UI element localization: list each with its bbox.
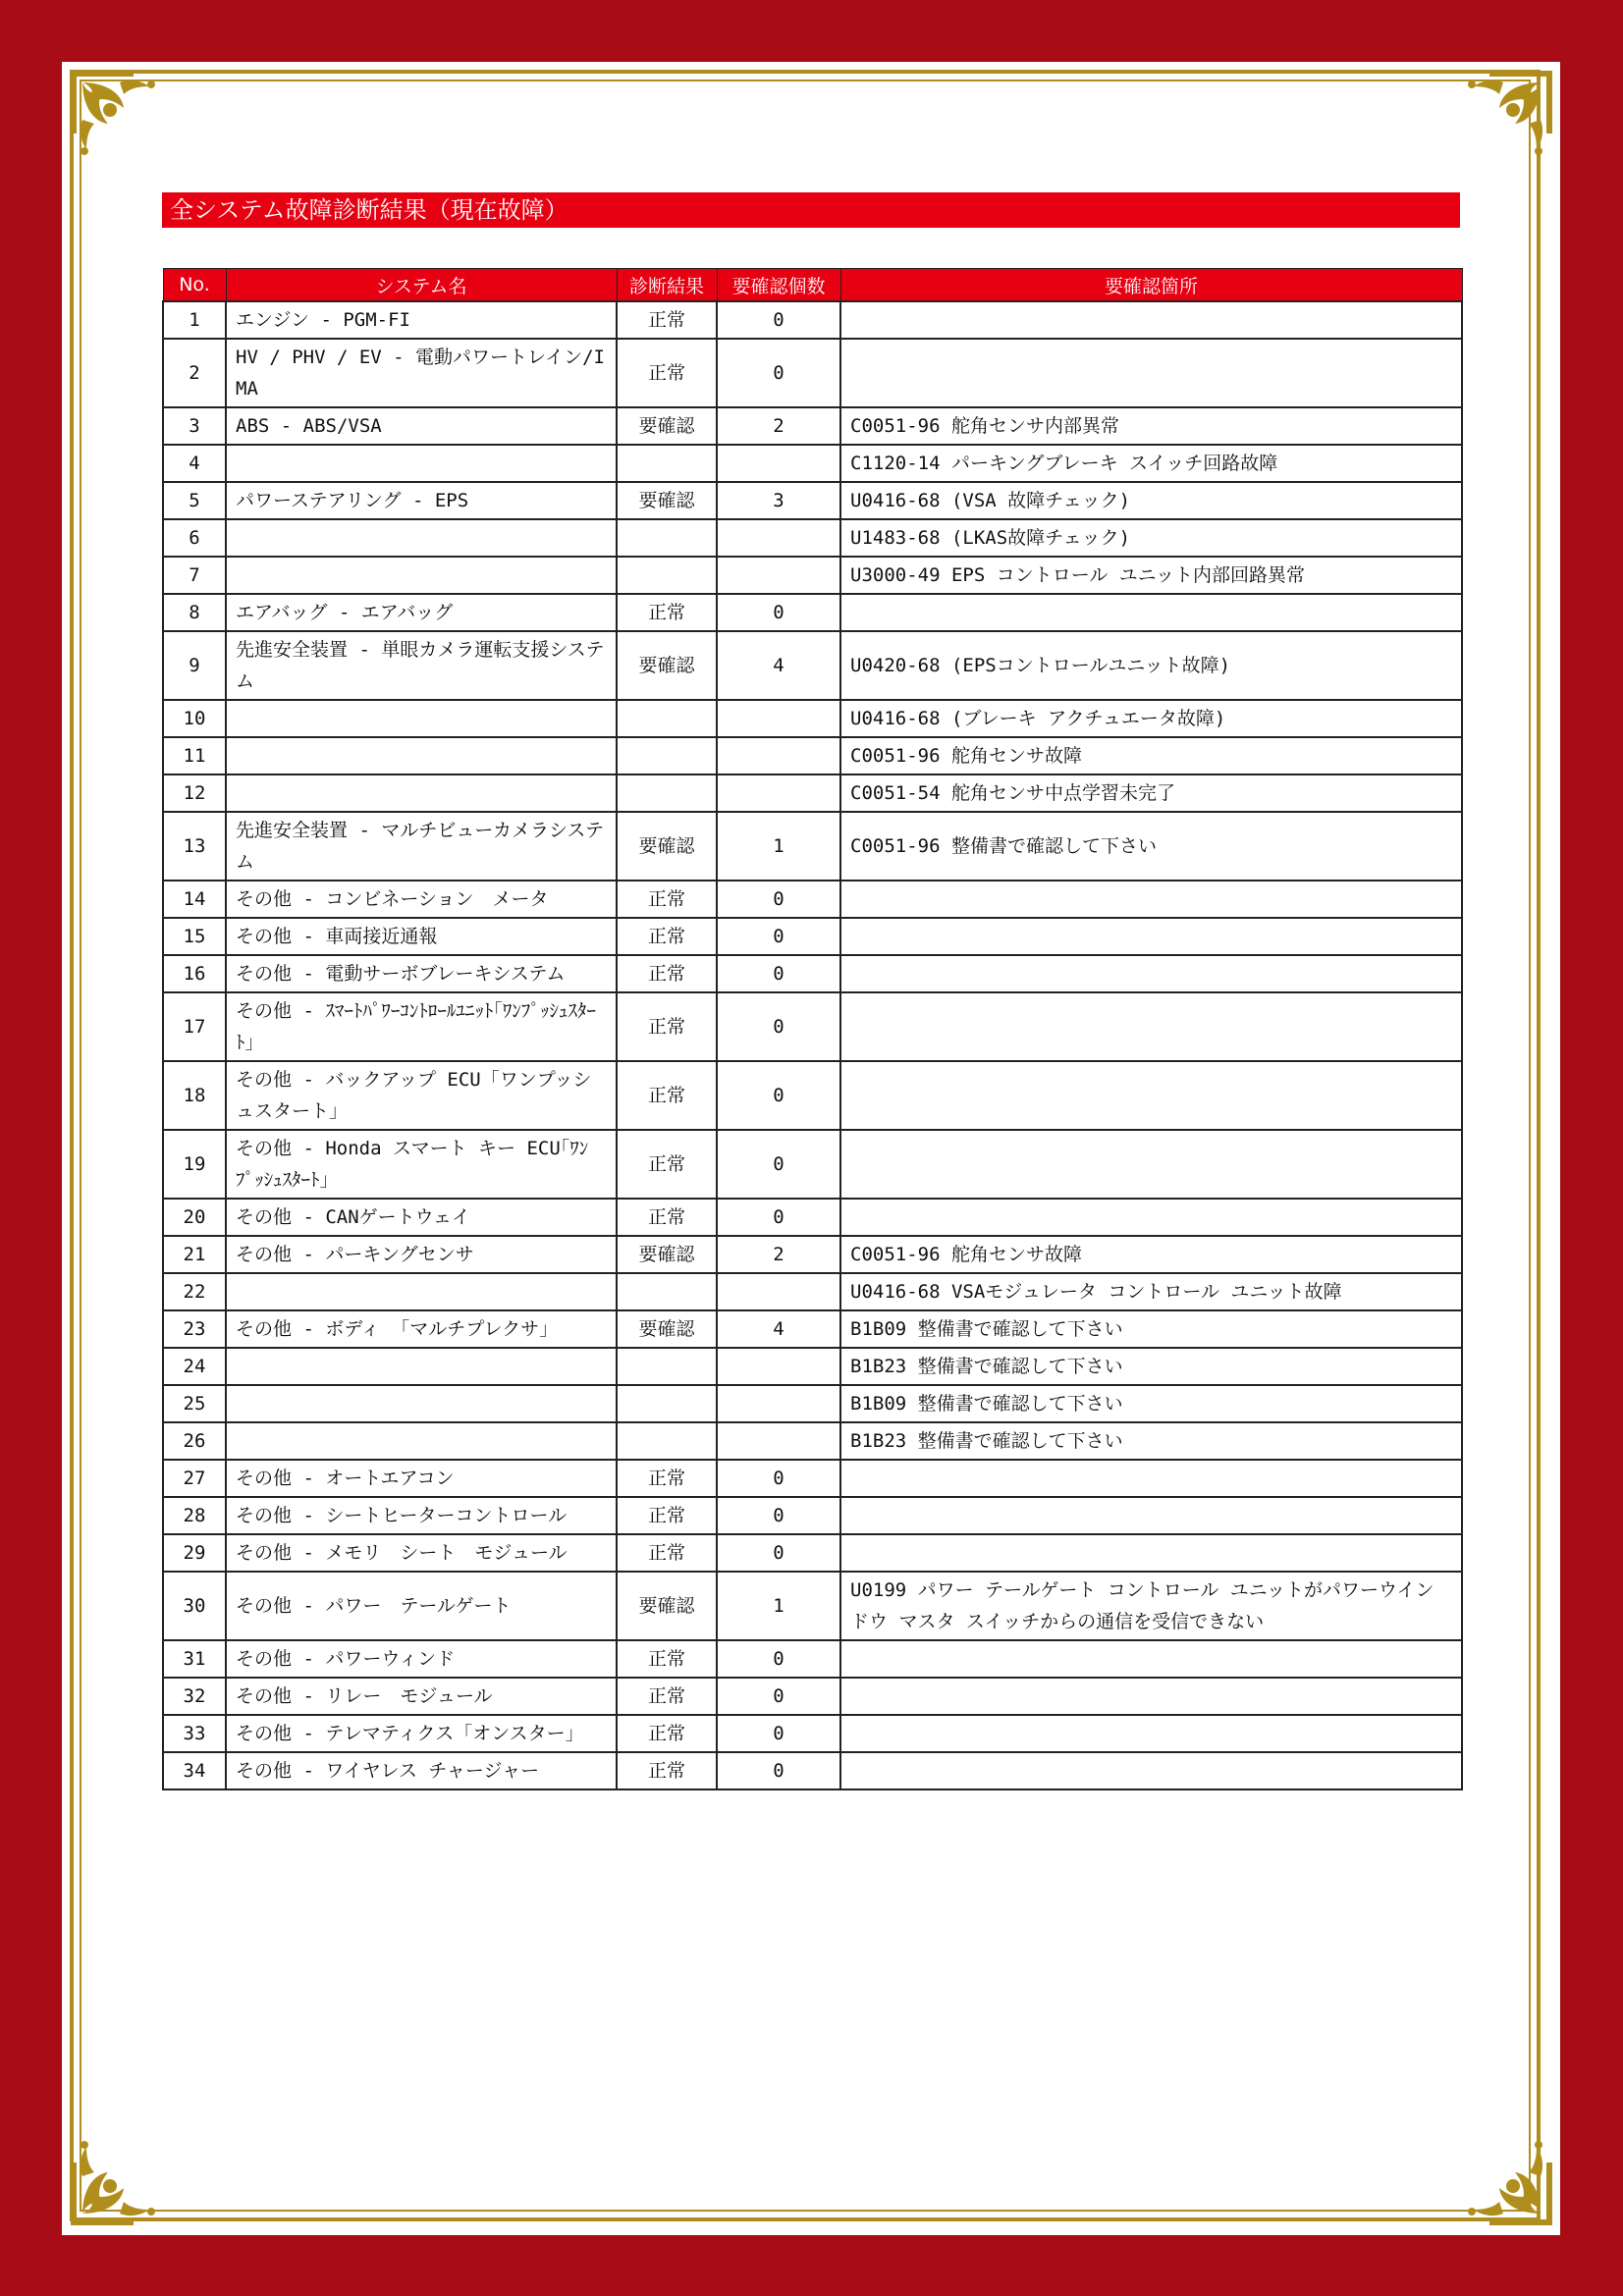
check-detail-cell	[840, 1678, 1462, 1715]
system-name-cell	[226, 1422, 617, 1460]
table-row	[163, 631, 1462, 700]
table-row	[163, 339, 1462, 407]
check-count-cell	[717, 1385, 840, 1422]
diagnosis-result-cell: 正常	[617, 1460, 717, 1497]
row-number-cell: 16	[163, 955, 226, 992]
system-name-cell: 先進安全装置 - マルチビューカメラシステム	[226, 812, 617, 881]
check-count-cell	[717, 1348, 840, 1385]
row-number-cell: 20	[163, 1199, 226, 1236]
row-number-cell: 27	[163, 1460, 226, 1497]
table-row	[163, 1061, 1462, 1130]
check-count-cell: 4	[717, 631, 840, 700]
row-number-cell: 18	[163, 1061, 226, 1130]
row-number-cell: 2	[163, 339, 226, 407]
check-count-cell: 0	[717, 1460, 840, 1497]
check-detail-cell: C1120-14 パーキングブレーキ スイッチ回路故障	[840, 445, 1462, 482]
system-name-cell: その他 - コンビネーション メータ	[226, 881, 617, 918]
diagnosis-result-cell: 要確認	[617, 482, 717, 519]
check-detail-cell: B1B09 整備書で確認して下さい	[840, 1385, 1462, 1422]
table-body	[163, 301, 1462, 1789]
row-number-cell: 31	[163, 1640, 226, 1678]
diagnosis-result-cell: 正常	[617, 1752, 717, 1789]
column-header-no: No.	[163, 269, 226, 302]
table-row	[163, 1752, 1462, 1789]
diagnosis-result-cell: 正常	[617, 1534, 717, 1572]
check-detail-cell: U3000-49 EPS コントロール ユニット内部回路異常	[840, 557, 1462, 594]
system-name-cell: パワーステアリング - EPS	[226, 482, 617, 519]
corner-ornament-icon	[65, 2123, 173, 2231]
corner-ornament-icon	[1450, 65, 1558, 173]
table-row	[163, 407, 1462, 445]
system-name-cell: ABS - ABS/VSA	[226, 407, 617, 445]
check-detail-cell	[840, 1199, 1462, 1236]
check-detail-cell	[840, 594, 1462, 631]
system-name-cell: その他 - リレー モジュール	[226, 1678, 617, 1715]
row-number-cell: 12	[163, 774, 226, 812]
row-number-cell: 33	[163, 1715, 226, 1752]
check-count-cell: 0	[717, 339, 840, 407]
check-count-cell: 0	[717, 955, 840, 992]
system-name-cell: その他 - パワー テールゲート	[226, 1572, 617, 1640]
row-number-cell: 23	[163, 1310, 226, 1348]
check-detail-cell: U0416-68 (ブレーキ アクチュエータ故障)	[840, 700, 1462, 737]
system-name-cell	[226, 445, 617, 482]
diagnosis-result-cell: 正常	[617, 594, 717, 631]
table-row	[163, 774, 1462, 812]
diagnosis-result-cell: 正常	[617, 301, 717, 339]
check-detail-cell: B1B23 整備書で確認して下さい	[840, 1348, 1462, 1385]
system-name-cell	[226, 700, 617, 737]
system-name-cell	[226, 519, 617, 557]
system-name-cell: その他 - バックアップ ECU「ワンプッシュスタート」	[226, 1061, 617, 1130]
diagnosis-result-cell: 要確認	[617, 1310, 717, 1348]
check-detail-cell	[840, 301, 1462, 339]
system-name-cell: その他 - ボディ 「マルチプレクサ」	[226, 1310, 617, 1348]
diagnosis-result-cell: 要確認	[617, 1572, 717, 1640]
table-row	[163, 1236, 1462, 1273]
check-count-cell: 4	[717, 1310, 840, 1348]
diagnosis-result-cell: 正常	[617, 1678, 717, 1715]
system-name-cell: その他 - パワーウィンド	[226, 1640, 617, 1678]
table-row	[163, 1348, 1462, 1385]
check-count-cell: 0	[717, 881, 840, 918]
check-detail-cell: U1483-68 (LKAS故障チェック)	[840, 519, 1462, 557]
table-row	[163, 1640, 1462, 1678]
table-row	[163, 1310, 1462, 1348]
check-detail-cell: U0416-68 (VSA 故障チェック)	[840, 482, 1462, 519]
check-detail-cell	[840, 1497, 1462, 1534]
row-number-cell: 7	[163, 557, 226, 594]
table-row	[163, 700, 1462, 737]
row-number-cell: 22	[163, 1273, 226, 1310]
check-count-cell: 1	[717, 812, 840, 881]
check-detail-cell	[840, 1640, 1462, 1678]
table-row	[163, 812, 1462, 881]
check-count-cell: 0	[717, 301, 840, 339]
check-detail-cell	[840, 918, 1462, 955]
system-name-cell: その他 - シートヒーターコントロール	[226, 1497, 617, 1534]
diagnosis-result-cell: 正常	[617, 955, 717, 992]
table-row	[163, 737, 1462, 774]
table-row	[163, 1460, 1462, 1497]
check-count-cell: 0	[717, 1534, 840, 1572]
row-number-cell: 9	[163, 631, 226, 700]
check-count-cell	[717, 1422, 840, 1460]
check-count-cell: 0	[717, 1678, 840, 1715]
column-header-result: 診断結果	[617, 269, 717, 302]
diagnosis-result-cell	[617, 700, 717, 737]
diagnosis-result-cell	[617, 737, 717, 774]
diagnosis-result-cell	[617, 774, 717, 812]
corner-ornament-icon	[1450, 2123, 1558, 2231]
table-row	[163, 557, 1462, 594]
check-detail-cell	[840, 339, 1462, 407]
diagnosis-result-cell: 正常	[617, 339, 717, 407]
table-row	[163, 1130, 1462, 1199]
diagnosis-result-cell: 正常	[617, 918, 717, 955]
table-row	[163, 1199, 1462, 1236]
check-count-cell: 0	[717, 1061, 840, 1130]
diagnosis-result-cell	[617, 519, 717, 557]
check-count-cell	[717, 1273, 840, 1310]
check-detail-cell: B1B23 整備書で確認して下さい	[840, 1422, 1462, 1460]
table-header	[163, 269, 1462, 302]
row-number-cell: 4	[163, 445, 226, 482]
check-detail-cell	[840, 1752, 1462, 1789]
system-name-cell	[226, 557, 617, 594]
row-number-cell: 19	[163, 1130, 226, 1199]
diagnosis-result-cell: 正常	[617, 1715, 717, 1752]
check-count-cell	[717, 737, 840, 774]
table-row	[163, 1678, 1462, 1715]
system-name-cell: その他 - Honda スマート キー ECU｢ﾜﾝﾌﾟｯｼｭｽﾀｰﾄ｣	[226, 1130, 617, 1199]
diagnosis-result-cell: 正常	[617, 1199, 717, 1236]
table-row	[163, 918, 1462, 955]
diagnosis-result-cell: 正常	[617, 1640, 717, 1678]
diagnosis-table	[162, 268, 1463, 1790]
table-row	[163, 1273, 1462, 1310]
check-count-cell	[717, 774, 840, 812]
system-name-cell: エンジン - PGM-FI	[226, 301, 617, 339]
system-name-cell: その他 - ｽﾏｰﾄﾊﾟﾜｰｺﾝﾄﾛｰﾙﾕﾆｯﾄ｢ﾜﾝﾌﾟｯｼｭｽﾀｰﾄ｣	[226, 992, 617, 1061]
diagnosis-result-cell: 要確認	[617, 407, 717, 445]
check-detail-cell: C0051-96 舵角センサ故障	[840, 737, 1462, 774]
row-number-cell: 14	[163, 881, 226, 918]
check-detail-cell: C0051-96 整備書で確認して下さい	[840, 812, 1462, 881]
table-row	[163, 445, 1462, 482]
system-name-cell	[226, 1273, 617, 1310]
check-detail-cell: B1B09 整備書で確認して下さい	[840, 1310, 1462, 1348]
check-detail-cell: U0416-68 VSAモジュレータ コントロール ユニット故障	[840, 1273, 1462, 1310]
check-count-cell	[717, 519, 840, 557]
row-number-cell: 26	[163, 1422, 226, 1460]
check-detail-cell: U0420-68 (EPSコントロールユニット故障)	[840, 631, 1462, 700]
row-number-cell: 3	[163, 407, 226, 445]
page-title: 全システム故障診断結果（現在故障）	[162, 192, 1460, 228]
row-number-cell: 34	[163, 1752, 226, 1789]
check-detail-cell: C0051-54 舵角センサ中点学習未完了	[840, 774, 1462, 812]
check-detail-cell	[840, 992, 1462, 1061]
check-detail-cell	[840, 1061, 1462, 1130]
row-number-cell: 32	[163, 1678, 226, 1715]
check-count-cell	[717, 557, 840, 594]
system-name-cell: HV / PHV / EV - 電動パワートレイン/IMA	[226, 339, 617, 407]
check-count-cell: 0	[717, 1715, 840, 1752]
check-count-cell	[717, 700, 840, 737]
check-count-cell: 0	[717, 594, 840, 631]
diagnosis-result-cell	[617, 1348, 717, 1385]
system-name-cell: その他 - テレマティクス「オンスター」	[226, 1715, 617, 1752]
diagnosis-result-cell: 正常	[617, 1130, 717, 1199]
diagnosis-result-cell	[617, 557, 717, 594]
row-number-cell: 5	[163, 482, 226, 519]
diagnosis-result-cell: 要確認	[617, 812, 717, 881]
check-detail-cell	[840, 881, 1462, 918]
row-number-cell: 24	[163, 1348, 226, 1385]
system-name-cell: その他 - ワイヤレス チャージャー	[226, 1752, 617, 1789]
check-count-cell: 0	[717, 992, 840, 1061]
check-count-cell: 0	[717, 918, 840, 955]
row-number-cell: 10	[163, 700, 226, 737]
table-row	[163, 482, 1462, 519]
system-name-cell	[226, 1385, 617, 1422]
check-count-cell: 0	[717, 1130, 840, 1199]
column-header-detail: 要確認箇所	[840, 269, 1462, 302]
row-number-cell: 1	[163, 301, 226, 339]
diagnosis-result-cell	[617, 1273, 717, 1310]
table-row	[163, 1497, 1462, 1534]
table-row	[163, 1572, 1462, 1640]
table-row	[163, 1715, 1462, 1752]
system-name-cell: エアバッグ - エアバッグ	[226, 594, 617, 631]
diagnosis-result-cell: 要確認	[617, 631, 717, 700]
table-row	[163, 881, 1462, 918]
row-number-cell: 17	[163, 992, 226, 1061]
check-detail-cell: C0051-96 舵角センサ内部異常	[840, 407, 1462, 445]
check-detail-cell: C0051-96 舵角センサ故障	[840, 1236, 1462, 1273]
row-number-cell: 13	[163, 812, 226, 881]
system-name-cell	[226, 737, 617, 774]
diagnosis-result-cell: 正常	[617, 1061, 717, 1130]
system-name-cell	[226, 774, 617, 812]
system-name-cell: その他 - オートエアコン	[226, 1460, 617, 1497]
system-name-cell: その他 - CANゲートウェイ	[226, 1199, 617, 1236]
column-header-system: システム名	[226, 269, 617, 302]
diagnosis-result-cell: 正常	[617, 992, 717, 1061]
check-count-cell: 2	[717, 1236, 840, 1273]
system-name-cell: その他 - パーキングセンサ	[226, 1236, 617, 1273]
check-count-cell: 0	[717, 1752, 840, 1789]
table-row	[163, 519, 1462, 557]
row-number-cell: 29	[163, 1534, 226, 1572]
table-row	[163, 992, 1462, 1061]
diagnosis-result-cell	[617, 1422, 717, 1460]
system-name-cell: その他 - 車両接近通報	[226, 918, 617, 955]
check-count-cell: 0	[717, 1199, 840, 1236]
corner-ornament-icon	[65, 65, 173, 173]
diagnosis-result-cell: 正常	[617, 1497, 717, 1534]
row-number-cell: 30	[163, 1572, 226, 1640]
row-number-cell: 25	[163, 1385, 226, 1422]
table-row	[163, 1422, 1462, 1460]
system-name-cell: その他 - 電動サーボブレーキシステム	[226, 955, 617, 992]
check-detail-cell	[840, 1460, 1462, 1497]
table-row	[163, 594, 1462, 631]
diagnosis-result-cell	[617, 445, 717, 482]
system-name-cell: その他 - メモリ シート モジュール	[226, 1534, 617, 1572]
table-row	[163, 301, 1462, 339]
diagnosis-result-cell: 要確認	[617, 1236, 717, 1273]
row-number-cell: 6	[163, 519, 226, 557]
check-detail-cell	[840, 1534, 1462, 1572]
table-row	[163, 955, 1462, 992]
check-count-cell: 2	[717, 407, 840, 445]
check-count-cell: 1	[717, 1572, 840, 1640]
check-count-cell: 3	[717, 482, 840, 519]
check-count-cell: 0	[717, 1497, 840, 1534]
table-row	[163, 1534, 1462, 1572]
row-number-cell: 28	[163, 1497, 226, 1534]
diagnosis-result-cell	[617, 1385, 717, 1422]
check-count-cell	[717, 445, 840, 482]
check-detail-cell	[840, 1715, 1462, 1752]
row-number-cell: 11	[163, 737, 226, 774]
row-number-cell: 21	[163, 1236, 226, 1273]
row-number-cell: 8	[163, 594, 226, 631]
check-count-cell: 0	[717, 1640, 840, 1678]
column-header-count: 要確認個数	[717, 269, 840, 302]
system-name-cell: 先進安全装置 - 単眼カメラ運転支援システム	[226, 631, 617, 700]
table-row	[163, 1385, 1462, 1422]
check-detail-cell: U0199 パワー テールゲート コントロール ユニットがパワーウインドウ マスタ スイッチからの通信を受信できない	[840, 1572, 1462, 1640]
check-detail-cell	[840, 955, 1462, 992]
diagnosis-result-cell: 正常	[617, 881, 717, 918]
check-detail-cell	[840, 1130, 1462, 1199]
row-number-cell: 15	[163, 918, 226, 955]
system-name-cell	[226, 1348, 617, 1385]
